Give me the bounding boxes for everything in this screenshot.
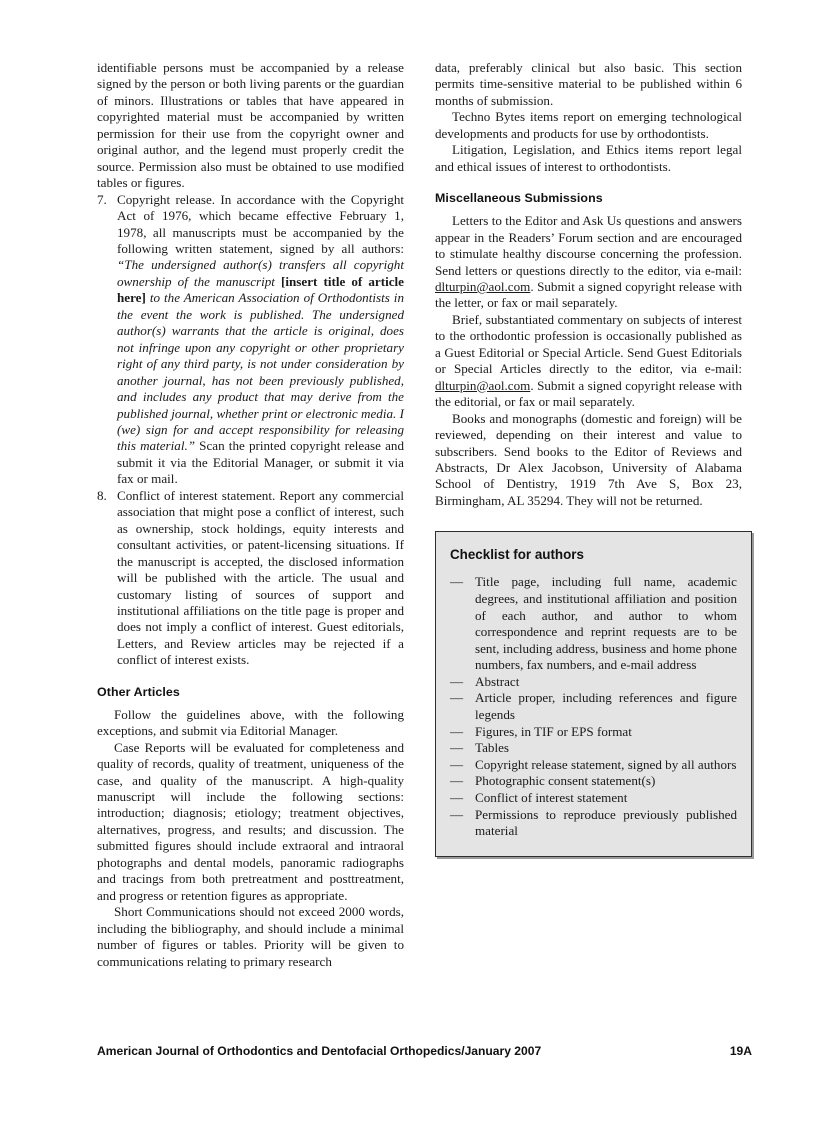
left-column <box>97 60 404 970</box>
spacer <box>97 700 404 707</box>
paragraph-text-part1: Brief, substantiated commentary on subjects of interest to the orthodontic profession is occasionally published as a Guest Editorial or Special Article. Send Guest Editorials or Special Articles directly to the editor, via e-mail: <box>435 311 742 377</box>
em-dash-bullet-icon: — <box>450 756 464 772</box>
list-item-lead-text: Copyright release. In accordance with the Copyright Act of 1976, which became effective February 1, 1978, all manuscripts must be accompanied by the following written statement, signed by all authors: <box>117 191 404 256</box>
checklist-item-label: Permissions to reproduce previously published material <box>475 806 737 839</box>
quote-opening-text: “The undersigned author(s) transfers all copyright ownership of the manuscript <box>117 257 404 289</box>
list-item <box>450 757 737 774</box>
list-item <box>450 807 737 840</box>
footer-journal-line: American Journal of Orthodontics and Dentofacial Orthopedics/January 2007 <box>97 1044 542 1058</box>
paragraph: Techno Bytes items report on emerging technological developments and products for use by orthodontists. <box>435 109 742 141</box>
paragraph: Case Reports will be evaluated for completeness and quality of records, quality of treatment, uniqueness of the case, and quality of the manuscript. A high-quality manuscript will include the following sections: introduction; diagnosis; etiology; treatment objectives, alternatives, progress, and results; and discussion. The submitted figures should include extraoral and intraoral photographs and dental models, panoramic radiographs and tracings from both pretreatment and posttreatment, and progress or retention figures as appropriate. <box>97 739 404 903</box>
insert-title-placeholder: [insert title of article here] <box>117 273 404 306</box>
checklist-item-label: Conflict of interest statement <box>475 790 628 806</box>
em-dash-bullet-icon: — <box>450 740 464 756</box>
list-item <box>450 740 737 757</box>
page-footer <box>97 1044 752 1058</box>
checklist-for-authors-box <box>435 531 752 857</box>
paragraph-commentary <box>435 312 742 411</box>
paragraph-text-part2: . Submit a signed copyright release with the letter, or fax or mail separately. <box>435 278 742 311</box>
paragraph: Follow the guidelines above, with the following exceptions, and submit via Editorial Manager. <box>97 706 404 739</box>
section-heading-other-articles: Other Articles <box>97 684 180 699</box>
checklist-items <box>450 574 737 840</box>
list-item-number: 7. <box>97 191 107 207</box>
em-dash-bullet-icon: — <box>450 773 464 789</box>
em-dash-bullet-icon: — <box>450 690 464 706</box>
paragraph-text-part2: . Submit a signed copyright release with the editorial, or fax or mail separately. <box>435 377 742 410</box>
list-item <box>450 724 737 741</box>
list-item-lead-text: Conflict of interest statement. Report any commercial association that might pose a conflict of interest, such as ownership, stock holdings, equity interests and consultant activities, or patent-licensing situations. If the manuscript is accepted, the disclosed information will be published with the article. The usual and customary listing of sources of support and institutional affiliations on the title page is proper and does not imply a conflict of interest. Guest editorials, Letters, and Review articles may be rejected if a conflict of interest exists. <box>117 487 404 668</box>
editor-email-link[interactable]: dlturpin@aol.com <box>435 278 531 294</box>
list-item <box>450 574 737 674</box>
list-item <box>97 192 404 488</box>
right-column <box>435 60 742 970</box>
paragraph-text-part1: Letters to the Editor and Ask Us questions and answers appear in the Readers’ Forum section and are encouraged to stimulate healthy discourse concerning the profession. Send letters or questions directly to the editor, via e-mail: <box>435 213 742 278</box>
checklist-item-label: Title page, including full name, academic degrees, and institutional affiliation and position of each author, and author to whom correspondence and reprint requests are to be sent, including address, business and home phone numbers, fax numbers, and e-mail address <box>475 574 737 673</box>
checklist-item-label: Figures, in TIF or EPS format <box>475 723 632 739</box>
paragraph-letters-to-editor <box>435 213 742 312</box>
list-item <box>97 488 404 669</box>
paragraph: Short Communications should not exceed 2000 words, including the bibliography, and should include a minimal number of figures or tables. Priority will be given to communications relating to primary research <box>97 904 404 969</box>
em-dash-bullet-icon: — <box>450 723 464 739</box>
copyright-statement-quote <box>117 257 404 453</box>
paragraph-books-and-monographs: Books and monographs (domestic and foreign) will be reviewed, depending on their interest and value to subscribers. Send books to the Editor of Reviews and Abstracts, Dr Alex Jacobson, University of Alabama School of Dentistry, 1919 7th Ave S, Box 23, Birmingham, AL 35294. They will not be returned. <box>435 410 742 508</box>
editor-email-link[interactable]: dlturpin@aol.com <box>435 377 531 393</box>
em-dash-bullet-icon: — <box>450 790 464 806</box>
spacer <box>435 175 742 190</box>
em-dash-bullet-icon: — <box>450 806 464 822</box>
checklist-item-label: Photographic consent statement(s) <box>475 773 656 789</box>
list-item <box>450 674 737 691</box>
em-dash-bullet-icon: — <box>450 673 464 689</box>
two-column-body <box>97 60 752 970</box>
section-heading-miscellaneous-submissions: Miscellaneous Submissions <box>435 191 603 206</box>
list-item <box>450 790 737 807</box>
checklist-item-label: Abstract <box>475 673 520 689</box>
list-item <box>450 773 737 790</box>
spacer <box>435 206 742 213</box>
list-item <box>450 690 737 723</box>
numbered-guidelines-list <box>97 192 404 669</box>
spacer <box>97 669 404 684</box>
paragraph: Litigation, Legislation, and Ethics items report legal and ethical issues of interest to orthodontists. <box>435 142 742 174</box>
continued-paragraph: data, preferably clinical but also basic. This section permits time-sensitive material to be published within 6 months of submission. <box>435 60 742 108</box>
checklist-title: Checklist for authors <box>450 547 584 563</box>
checklist-item-label: Copyright release statement, signed by all authors <box>475 756 737 772</box>
list-item-number: 8. <box>97 487 107 503</box>
em-dash-bullet-icon: — <box>450 574 464 590</box>
quote-remaining-text: to the American Association of Orthodontists in the event the work is published. The undersigned author(s) warrants that the article is original, does not infringe upon any copyright or other proprietary right of any third party, is not under consideration by another journal, has not been previously published, and includes any product that may derive from the published journal, whether print or electronic media. I (we) sign for and accept responsibility for releasing this material.” <box>117 290 404 454</box>
list-item-tail-text: Scan the printed copyright release and submit it via the Editorial Manager, or submit it via fax or mail. <box>117 438 404 487</box>
footer-page-number: 19A <box>729 1044 752 1058</box>
checklist-item-label: Article proper, including references and figure legends <box>475 690 737 723</box>
checklist-item-label: Tables <box>475 740 509 756</box>
continued-paragraph: identifiable persons must be accompanied by a release signed by the person or both living parents or the guardian of minors. Illustrations or tables that have appeared in copyrighted material must be accompanied by written permission for their use from the copyright owner and original author, and the legend must properly credit the source. Permission also must be obtained to use modified tables or figures. <box>97 60 404 191</box>
